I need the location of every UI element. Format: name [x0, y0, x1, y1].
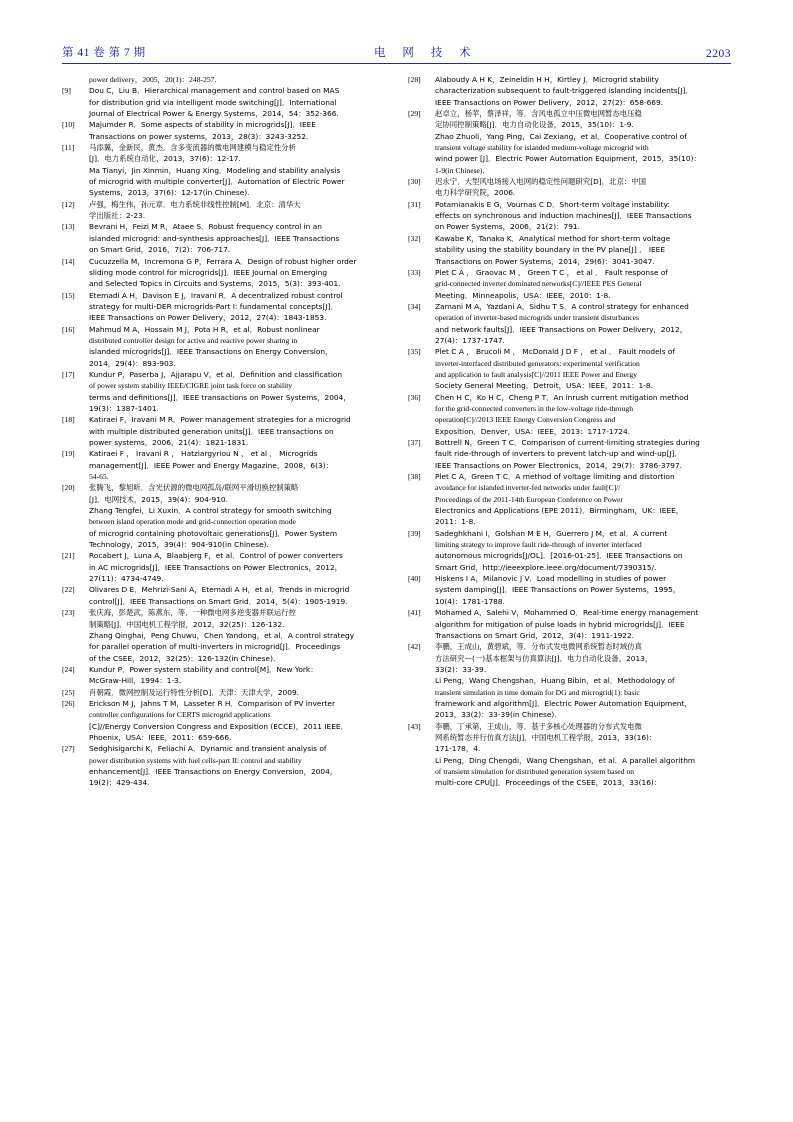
reference-number: [18]	[62, 415, 75, 425]
reference-line: on Power Systems，2006，21(2)：791.	[435, 222, 580, 232]
reference-entry	[408, 573, 732, 607]
reference-line: controller configurations for CERTS microgrid applications	[89, 710, 271, 720]
reference-text	[89, 607, 386, 664]
reference-number: [33]	[408, 267, 421, 277]
reference-number: [19]	[62, 449, 75, 459]
reference-line: Plet C A ， Brucoli M ， McDonald J D F ， et al ． Fault models of	[435, 347, 676, 357]
reference-number: [24]	[62, 664, 75, 674]
reference-entry	[62, 743, 386, 788]
reference-line: management[J]．IEEE Power and Energy Magazine，2008，6(3)：	[89, 460, 333, 470]
reference-line: 张腾飞，黎旭昕．含光伏源的微电网孤岛/联网平滑切换控制策略	[89, 483, 299, 493]
reference-number: [21]	[62, 551, 75, 561]
reference-line: 10(4)：1781-1788.	[435, 596, 505, 606]
reference-line: Potamianakis E G，Vournas C D．Short-term voltage instability:	[435, 199, 670, 209]
reference-line: Hiskens I A，Milanovic J V．Load modelling in studies of power	[435, 574, 667, 584]
right-reference-list	[408, 74, 732, 789]
reference-entry	[62, 221, 386, 255]
reference-line: [C]//Energy Conversion Congress and Exposition (ECCE)，2011 IEEE．	[89, 721, 348, 731]
header-journal-title: 电 网 技 术	[374, 47, 478, 59]
reference-line: and application to fault analysis[C]//2011 IEEE Power and Energy	[435, 369, 638, 379]
reference-entry	[408, 176, 732, 199]
reference-number: [38]	[408, 472, 421, 482]
reference-line: Zhang Tengfei，Li Xuxin．A control strategy for smooth switching	[89, 506, 332, 516]
reference-text	[89, 221, 386, 255]
reference-line: 33(2)：33-39.	[435, 664, 487, 674]
reference-text	[435, 392, 732, 437]
reference-text	[435, 108, 732, 176]
reference-text	[435, 74, 732, 108]
reference-line: Sedghisigarchi K，Feliachi A．Dynamic and transient analysis of	[89, 744, 327, 754]
reference-line: 学出版社：2-23.	[89, 211, 146, 221]
reference-line: Smart Grid，http://ieeexplore.ieee.org/document/7390315/.	[435, 562, 657, 572]
reference-entry	[62, 607, 386, 664]
reference-number: [30]	[408, 177, 421, 187]
reference-text	[435, 641, 732, 720]
reference-entry	[408, 301, 732, 346]
reference-line: Technology，2015，39(4)：904-910(in Chinese).	[89, 540, 269, 550]
reference-line: 赵卓立，杨苹，蔡泽祥，等．含风电孤立中压微电网暂态电压稳	[435, 109, 642, 119]
reference-line: Plet C A，Green T C．A method of voltage limiting and distortion	[435, 472, 675, 482]
reference-entry	[62, 584, 386, 607]
reference-text	[89, 324, 386, 369]
reference-line: on Smart Grid，2016，7(2)：706-717.	[89, 245, 231, 255]
reference-line: Kundur P，Paserba J，Ajjarapu V，et al．Definition and classification	[89, 369, 343, 379]
reference-line: 李鹏，丁承第，王成山，等．基于多核心处理器的分布式发电微	[435, 721, 642, 731]
reference-number: [27]	[62, 744, 75, 754]
reference-line: Proceedings of the 2011-14th European Conference on Power	[435, 494, 624, 504]
reference-line: Bevrani H，Feizi M R，Ataee S．Robust frequency control in an	[89, 222, 322, 232]
reference-text	[435, 607, 732, 641]
reference-line: Olivares D E．Mehrizi-Sani A，Etemadi A H，et al．Trends in microgrid	[89, 585, 350, 595]
reference-line: avoidance for islanded inverter-fed networks under fault[C]//	[435, 483, 621, 493]
reference-text	[89, 119, 386, 142]
reference-number: [36]	[408, 392, 421, 402]
reference-line: Zhao Zhuoli，Yang Ping，Cai Zexiang，et al．Cooperative control of	[435, 131, 687, 141]
reference-entry	[408, 641, 732, 720]
reference-number: [31]	[408, 199, 421, 209]
reference-entry	[62, 85, 386, 119]
reference-entry	[62, 482, 386, 550]
reference-line: IEEE Transactions on Power Electronics，2014，29(7)：3786-3797.	[435, 460, 683, 470]
reference-line: autonomous microgrids[J/OL]．[2016-01-25]．IEEE Transactions on	[435, 551, 683, 561]
reference-line: 27(4)：1737-1747.	[435, 335, 505, 345]
left-reference-list	[62, 85, 386, 788]
reference-text	[89, 482, 386, 550]
reference-line: Rocabert J，Luna A，Blaabjerg F，et al．Control of power converters	[89, 551, 343, 561]
reference-line: with multiple distributed generation units[J]．IEEE transactions on	[89, 426, 334, 436]
reference-line: Majumder R．Some aspects of stability in microgrids[J]．IEEE	[89, 120, 316, 130]
reference-line: inverter-interfaced distributed generators: experimental verification	[435, 358, 640, 368]
reference-line: Mahmud M A，Hossain M J，Pota H R，et al．Robust nonlinear	[89, 324, 320, 334]
reference-entry	[408, 392, 732, 437]
reference-line: terms and definitions[J]．IEEE transactions on Power Systems，2004，	[89, 392, 351, 402]
reference-line: Li Peng，Ding Chengdi，Wang Chengshan，et al．A parallel algorithm	[435, 755, 696, 765]
reference-line: and Selected Topics in Circuits and Systems，2015，5(3)：393-401.	[89, 279, 341, 289]
header-page-number: 2203	[706, 48, 731, 60]
reference-entry	[62, 698, 386, 743]
reference-line: 电力科学研究院，2006.	[435, 188, 516, 198]
reference-entry	[62, 199, 386, 222]
reference-number: [26]	[62, 698, 75, 708]
reference-line: 2013，33(2)：33-39(in Chinese).	[435, 710, 557, 720]
reference-line: Phoenix，USA：IEEE，2011：659-666.	[89, 732, 232, 742]
reference-text	[435, 471, 732, 528]
reference-line: 张庆海，彭楚武，陈燕东，等．一种微电网多逆变器并联运行控	[89, 608, 296, 618]
reference-line: Transactions on power systems，2013，28(3)：3243-3252.	[89, 131, 309, 141]
reference-number: [22]	[62, 585, 75, 595]
reference-line: Journal of Electrical Power & Energy Systems，2014，54：352-366.	[89, 109, 339, 119]
reference-text	[435, 437, 732, 471]
reference-entry	[62, 414, 386, 448]
reference-text	[89, 142, 386, 199]
reference-text	[89, 698, 386, 743]
reference-text	[435, 721, 732, 789]
reference-line: Cucuzzella M，Incremona G P，Ferrara A．Design of robust higher order	[89, 256, 357, 266]
reference-line: 迟永宁．大型风电场接入电网的稳定性问题研究[D]．北京：中国	[435, 177, 647, 187]
reference-number: [39]	[408, 528, 421, 538]
reference-line: 方法研究—(一)基本框架与仿真算法[J]．电力自动化设备，2013，	[435, 653, 653, 663]
reference-text	[89, 369, 386, 414]
reference-line: enhancement[J]．IEEE Transactions on Energy Conversion，2004，	[89, 766, 338, 776]
reference-line: wind power [J]．Electric Power Automation Equipment，2015，35(10)：	[435, 154, 701, 164]
reference-line: Erickson M J，Jahns T M，Lasseter R H．Comparison of PV inverter	[89, 698, 335, 708]
reference-line: Zamani M A，Yazdani A，Sidhu T S．A control strategy for enhanced	[435, 301, 689, 311]
reference-line: 网系统暂态并行仿真方法[J]．中国电机工程学报，2013，33(16)：	[435, 732, 657, 742]
reference-number: [25]	[62, 687, 75, 697]
reference-line: 19(2)：429-434.	[89, 778, 150, 788]
reference-text	[435, 346, 732, 391]
reference-line: [J]．电网技术，2015，39(4)：904-910.	[89, 494, 228, 504]
reference-entry	[408, 267, 732, 301]
reference-entry	[62, 448, 386, 482]
reference-line: 2011：1-8.	[435, 517, 476, 527]
reference-line: algorithm for mitigation of pulse loads in hybrid microgrids[J]．IEEE	[435, 619, 685, 629]
reference-entry	[408, 721, 732, 789]
reference-number: [42]	[408, 642, 421, 652]
reference-line: Ma Tianyi，Jin Xinmin，Huang Xing．Modeling and stability analysis	[89, 165, 341, 175]
reference-text	[89, 664, 386, 687]
reference-text	[435, 301, 732, 346]
reference-text	[89, 85, 386, 119]
reference-line: 2014，29(4)：893-903.	[89, 358, 176, 368]
reference-text	[435, 199, 732, 233]
reference-number: [37]	[408, 438, 421, 447]
reference-line: of microgrid with multiple converter[J]．Automation of Electric Power	[89, 177, 345, 187]
reference-line: transient voltage stability for islanded medium-voltage microgrid with	[435, 143, 649, 153]
reference-line: in AC microgrids[J]．IEEE Transactions on Power Electronics，2012，	[89, 562, 343, 572]
reference-line: Sadeghkhani I，Golshan M E H，Guerrero J M，et al．A current	[435, 528, 668, 538]
reference-number: [28]	[408, 75, 421, 84]
reference-line: 卢强，梅生伟，孙元章．电力系统非线性控制[M]．北京：清华大	[89, 199, 301, 209]
reference-text	[435, 267, 732, 301]
reference-line: for the grid-connected converters in the low-voltage ride-through	[435, 403, 633, 413]
reference-line: strategy for multi-DER microgrids-Part I: fundamental concepts[J]．	[89, 301, 338, 311]
reference-line: between island operation mode and grid-connection operation mode	[89, 517, 296, 527]
reference-entry	[62, 256, 386, 290]
reference-line: islanded microgrids[J]．IEEE Transactions on Energy Conversion，	[89, 347, 333, 357]
reference-line: 171-178，4.	[435, 744, 481, 754]
reference-line: power systems，2006，21(4)：1821-1831.	[89, 438, 249, 447]
reference-text	[89, 584, 386, 607]
reference-line: 19(3)：1387-1401.	[89, 403, 159, 413]
reference-line: Chen H C，Ko H C，Cheng P T．An inrush current mitigation method	[435, 392, 689, 402]
reference-text	[89, 743, 386, 788]
reference-line: Zhang Qinghai，Peng Chuwu，Chen Yandong，et al．A control strategy	[89, 630, 355, 640]
reference-entry	[408, 437, 732, 471]
reference-entry	[408, 528, 732, 573]
reference-entry	[62, 687, 386, 698]
reference-number: [14]	[62, 256, 75, 266]
reference-line: Society General Meeting．Detroit，USA：IEEE，2011：1-8.	[435, 381, 653, 391]
reference-entry	[408, 471, 732, 528]
reference-entry	[62, 119, 386, 142]
reference-number: [15]	[62, 290, 75, 300]
reference-line: for parallel operation of multi-inverters in microgrid[J]．Proceedings	[89, 642, 341, 652]
reference-line: IEEE Transactions on Power Delivery，2012，27(2)：658-669.	[435, 97, 664, 107]
reference-text	[89, 256, 386, 290]
reference-line: Systems，2013，37(6)：12-17(in Chinese).	[89, 188, 250, 198]
reference-line: for distribution grid via intelligent mode switching[J]．International	[89, 97, 337, 107]
reference-entry	[62, 550, 386, 584]
continued-reference-text: power delivery，2005，20(1)：248-257.	[89, 75, 217, 84]
reference-entry	[408, 108, 732, 176]
reference-text	[89, 448, 386, 482]
reference-number: [11]	[62, 143, 75, 153]
reference-line: 制策略[J]．中国电机工程学报，2012，32(25)：126-132.	[89, 619, 285, 629]
reference-line: 54-65.	[89, 472, 109, 482]
reference-number: [9]	[62, 86, 71, 96]
reference-line: 马添翼，金新民，黄杰．含多变流器的微电网建模与稳定性分析	[89, 143, 296, 153]
reference-entry	[62, 142, 386, 199]
reference-line: IEEE Transactions on Power Delivery，2012，27(4)：1843-1853.	[89, 313, 327, 323]
reference-line: fault ride-through of inverters to prevent latch-up and wind-up[J]．	[435, 449, 682, 459]
reference-line: 1-9(in Chinese).	[435, 165, 485, 175]
right-column	[408, 74, 732, 789]
page-header	[62, 44, 731, 64]
reference-number: [12]	[62, 199, 75, 209]
reference-line: stability using the stability boundary in the PV plane[J] ． IEEE	[435, 245, 666, 255]
reference-line: distributed controller design for active and reactive power sharing in	[89, 335, 298, 345]
reference-line: and network faults[J]．IEEE Transactions on Power Delivery，2012，	[435, 324, 688, 334]
reference-number: [34]	[408, 301, 421, 311]
reference-number: [20]	[62, 483, 75, 493]
reference-entry	[408, 233, 732, 267]
reference-line: Katiraei F，Iravani M R．Power management strategies for a microgrid	[89, 415, 351, 425]
reference-line: control[J]．IEEE Transactions on Smart Grid．2014，5(4)：1905-1919.	[89, 596, 348, 606]
header-volume-issue: 第 41 卷 第 7 期	[62, 47, 146, 59]
reference-line: 27(11)：4734-4749.	[89, 574, 164, 584]
reference-line: Katiraei F ， Iravani R ， Hatziargyriou N ， et al ． Microgrids	[89, 449, 318, 459]
reference-text	[89, 687, 386, 698]
left-column	[62, 74, 386, 789]
reference-number: [13]	[62, 222, 75, 232]
reference-number: [40]	[408, 574, 421, 584]
reference-number: [35]	[408, 347, 421, 357]
reference-line: sliding mode control for microgrids[J]．IEEE Journal on Emerging	[89, 267, 328, 277]
reference-entry	[62, 324, 386, 369]
reference-entry	[408, 74, 732, 108]
reference-line: McGraw-Hill，1994：1-3.	[89, 676, 182, 686]
reference-line: Transactions on Smart Grid，2012，3(4)：1911-1922.	[435, 630, 635, 640]
reference-text	[435, 176, 732, 199]
reference-text	[435, 573, 732, 607]
reference-line: characterization subsequent to fault-triggered islanding incidents[J]．	[435, 86, 693, 96]
reference-line: of microgrid containing photovoltaic generations[J]．Power System	[89, 528, 338, 538]
reference-line: framework and algorithm[J]．Electric Power Automation Equipment，	[435, 698, 692, 708]
reference-line: of transient simulation for distributed generation system based on	[435, 766, 635, 776]
reference-entry	[62, 290, 386, 324]
reference-line: Kawabe K，Tanaka K．Analytical method for short-term voltage	[435, 233, 671, 243]
reference-line: Dou C，Liu B．Hierarchical management and control based on MAS	[89, 86, 340, 96]
reference-line: Meeting．Minneapolis，USA：IEEE，2010：1-8.	[435, 290, 611, 300]
reference-text	[435, 528, 732, 573]
reference-number: [23]	[62, 608, 75, 618]
reference-line: Alaboudy A H K，Zeineldin H H，Kirtley J．Microgrid stability	[435, 75, 659, 84]
reference-text	[89, 414, 386, 448]
reference-line: multi-core CPU[J]．Proceedings of the CSEE，2013，33(16)：	[435, 778, 662, 788]
reference-line: 肖朝霞．微网控制及运行特性分析[D]．天津：天津大学，2009.	[89, 687, 299, 697]
reference-line: system damping[J]．IEEE Transactions on Power Systems，1995，	[435, 585, 681, 595]
reference-line: limiting strategy to improve fault ride-through of inverter interfaced	[435, 540, 642, 550]
reference-text	[89, 199, 386, 222]
reference-entry	[408, 607, 732, 641]
reference-line: Mohamed A，Salehi V，Mohammed O．Real-time energy management	[435, 608, 699, 618]
reference-line: Exposition．Denver，USA：IEEE，2013：1717-1724.	[435, 426, 631, 436]
reference-number: [16]	[62, 324, 75, 334]
reference-entry	[408, 199, 732, 233]
reference-line: of the CSEE，2012，32(25)：126-132(in Chinese).	[89, 653, 276, 663]
reference-number: [41]	[408, 608, 421, 618]
reference-entry	[62, 369, 386, 414]
reference-line: Bottrell N，Green T C．Comparison of current-limiting strategies during	[435, 438, 700, 447]
reference-line: operation[C]//2013 IEEE Energy Conversion Congress and	[435, 415, 616, 425]
reference-line: operation of inverter-based microgrids under transient disturbances	[435, 313, 639, 323]
reference-number: [29]	[408, 109, 421, 119]
reference-line: [J]．电力系统自动化，2013，37(6)：12-17.	[89, 154, 241, 164]
reference-entry	[62, 664, 386, 687]
reference-line: Plet C A ， Graovac M ， Green T C ， et al ． Fault response of	[435, 267, 668, 277]
reference-line: effects on synchronous and induction machines[J]．IEEE Transactions	[435, 211, 692, 221]
reference-line: 定协同控制策略[J]．电力自动化设备，2015，35(10)：1-9.	[435, 120, 634, 130]
reference-line: 李鹏，王成山，黄碧斌，等．分布式发电微网系统暂态时域仿真	[435, 642, 642, 652]
reference-line: Transactions on Power Systems，2014，29(6)：3041-3047.	[435, 256, 655, 266]
reference-text	[435, 233, 732, 267]
reference-line: grid-connected inverter dominated networks[C]//IEEE PES General	[435, 279, 642, 289]
reference-line: Kundur P．Power system stability and control[M]．New York：	[89, 664, 318, 674]
reference-line: Electronics and Applications (EPE 2011)．Birmingham，UK：IEEE，	[435, 506, 684, 516]
reference-number: [32]	[408, 233, 421, 243]
reference-number: [10]	[62, 120, 75, 130]
reference-entry	[408, 346, 732, 391]
two-column-body	[62, 74, 731, 789]
reference-line: Li Peng，Wang Chengshan，Huang Bibin，et al．Methodology of	[435, 676, 675, 686]
reference-line: islanded microgrid: and-synthesis approaches[J]．IEEE Transactions	[89, 233, 340, 243]
reference-line: Etemadi A H，Davison E J，Iravani R．A decentralized robust control	[89, 290, 343, 300]
reference-text	[89, 550, 386, 584]
reference-line: power distribution systems with fuel cells-part II: control and stability	[89, 755, 302, 765]
reference-number: [17]	[62, 369, 75, 379]
reference-text	[89, 290, 386, 324]
reference-line: transient simulation in time domain for DG and microgrid(1): basic	[435, 687, 640, 697]
reference-number: [43]	[408, 721, 421, 731]
reference-line: of power system stability IEEE/CIGRE joint task force on stability	[89, 381, 293, 391]
